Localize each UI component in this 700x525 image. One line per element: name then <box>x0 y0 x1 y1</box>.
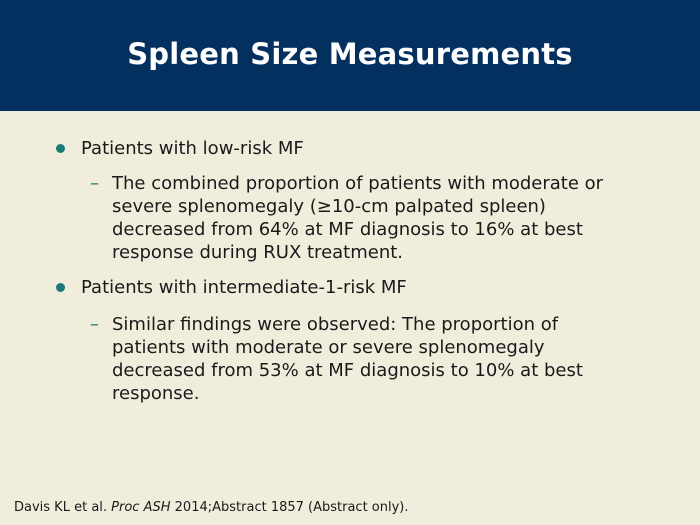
slide-title: Spleen Size Measurements <box>127 36 573 71</box>
sub-bullet-line: response. <box>112 383 200 404</box>
bullet-text: Patients with intermediate-1-risk MF <box>81 277 407 298</box>
sub-bullet-line: decreased from 53% at MF diagnosis to 10% at best <box>112 360 583 381</box>
sub-bullet-text <box>112 313 583 405</box>
title-bar <box>0 0 700 111</box>
sub-bullet-line: The combined proportion of patients with moderate or <box>112 173 604 194</box>
sub-bullet-line: response during RUX treatment. <box>112 242 404 263</box>
citation-journal: Proc ASH <box>111 500 171 515</box>
bullet-text: Patients with low-risk MF <box>81 138 304 159</box>
dash-icon: – <box>90 314 99 335</box>
sub-bullet-line: severe splenomegaly (≥10-cm palpated spleen) <box>112 196 546 217</box>
citation-prefix: Davis KL et al. <box>14 500 112 515</box>
sub-bullet-line: decreased from 64% at MF diagnosis to 16% at best <box>112 219 583 240</box>
bullet-item-low-risk <box>56 137 304 160</box>
dash-icon: – <box>90 173 99 194</box>
sub-bullet-line: Similar findings were observed: The proportion of <box>112 314 559 335</box>
citation-suffix: 2014;Abstract 1857 (Abstract only). <box>170 500 409 515</box>
sub-bullet-text <box>112 172 603 264</box>
sub-bullet-low-risk <box>90 172 660 264</box>
citation-footer <box>14 500 409 515</box>
sub-bullet-intermediate-risk <box>90 313 660 405</box>
bullet-dot-icon <box>56 144 65 153</box>
bullet-item-intermediate-risk <box>56 276 407 299</box>
sub-bullet-line: patients with moderate or severe splenomegaly <box>112 337 545 358</box>
bullet-dot-icon <box>56 283 65 292</box>
